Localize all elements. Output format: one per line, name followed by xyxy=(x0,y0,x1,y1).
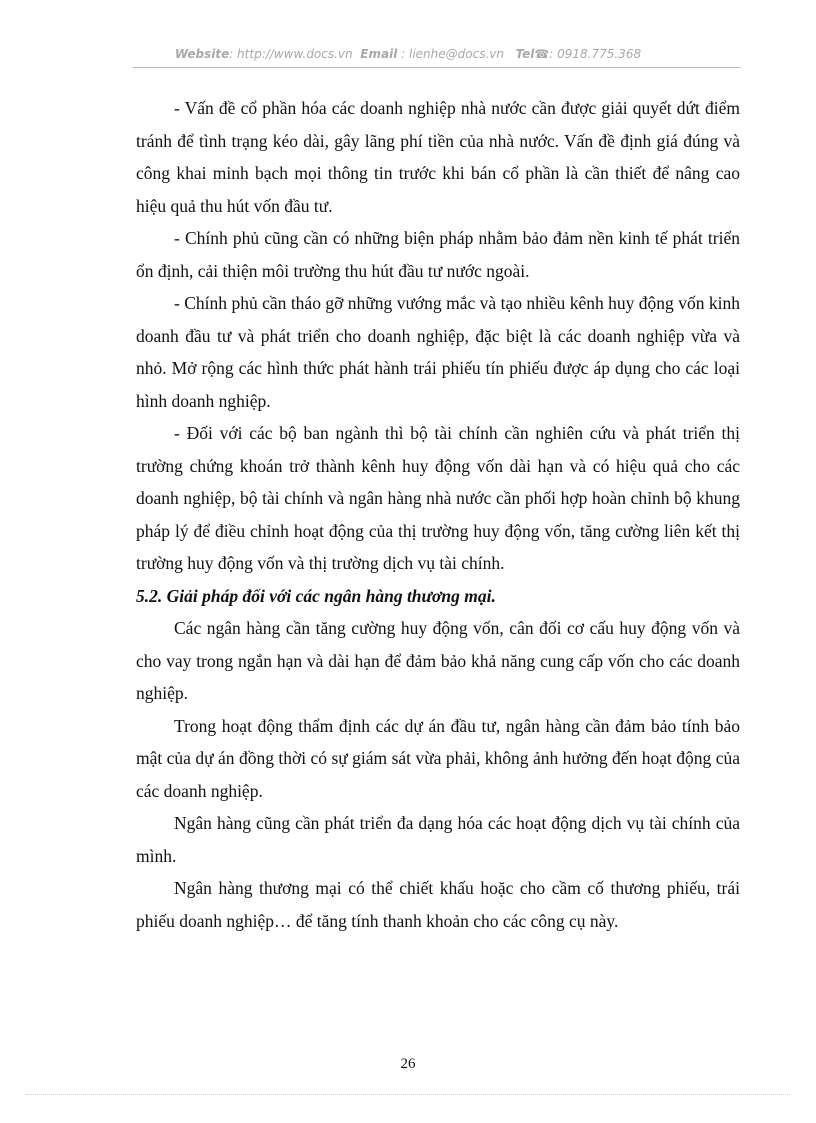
footer-divider xyxy=(26,1094,790,1095)
paragraph-3: - Chính phủ cần tháo gỡ những vướng mắc và tạo nhiều kênh huy động vốn kinh doanh đầu tư và phát triển cho doanh nghiệp, đặc biệt là các doanh nghiệp vừa và nhỏ. Mở rộng các hình thức phát hành trái phiếu tín phiếu được áp dụng cho các loại hình doanh nghiệp. xyxy=(136,293,740,411)
paragraph-1: - Vấn đề cổ phần hóa các doanh nghiệp nhà nước cần được giải quyết dứt điểm tránh để tình trạng kéo dài, gây lãng phí tiền của nhà nước. Vấn đề định giá đúng và công khai minh bạch mọi thông tin trước khi bán cổ phần là cần thiết để nâng cao hiệu quả thu hút vốn đầu tư. xyxy=(136,98,740,216)
tel-value: ☎: 0918.775.368 xyxy=(534,47,642,61)
document-body xyxy=(136,92,740,937)
section-paragraph-4: Ngân hàng thương mại có thể chiết khấu hoặc cho cầm cố thương phiếu, trái phiếu doanh nghiệp… để tăng tính thanh khoản cho các công cụ này. xyxy=(136,878,740,931)
page-header xyxy=(0,47,816,61)
section-heading: 5.2. Giải pháp đối với các ngân hàng thương mại. xyxy=(136,585,496,606)
header-divider xyxy=(133,67,741,68)
tel-label: Tel xyxy=(515,47,535,61)
website-value: : http://www.docs.vn xyxy=(229,47,353,61)
website-label: Website xyxy=(174,47,230,61)
paragraph-2: - Chính phủ cũng cần có những biện pháp nhằm bảo đảm nền kinh tế phát triển ổn định, cải thiện môi trường thu hút đầu tư nước ngoài. xyxy=(136,228,740,281)
email-label: Email xyxy=(360,47,398,61)
section-paragraph-3: Ngân hàng cũng cần phát triển đa dạng hóa các hoạt động dịch vụ tài chính của mình. xyxy=(136,813,740,866)
section-paragraph-2: Trong hoạt động thẩm định các dự án đầu tư, ngân hàng cần đảm bảo tính bảo mật của dự án đồng thời có sự giám sát vừa phải, không ảnh hưởng đến hoạt động của các doanh nghiệp. xyxy=(136,715,740,801)
section-paragraph-1: Các ngân hàng cần tăng cường huy động vốn, cân đối cơ cấu huy động vốn và cho vay trong ngắn hạn và dài hạn để đảm bảo khả năng cung cấp vốn cho các doanh nghiệp. xyxy=(136,618,740,703)
paragraph-4: - Đối với các bộ ban ngành thì bộ tài chính cần nghiên cứu và phát triển thị trường chứng khoán trở thành kênh huy động vốn dài hạn và có hiệu quả cho các doanh nghiệp, bộ tài chính và ngân hàng nhà nước cần phối hợp hoàn chỉnh bộ khung pháp lý để điều chỉnh hoạt động của thị trường huy động vốn, tăng cường liên kết thị trường huy động vốn và thị trường dịch vụ tài chính. xyxy=(136,423,740,573)
page-number: 26 xyxy=(400,1056,416,1072)
email-value: : lienhe@docs.vn xyxy=(397,47,504,61)
